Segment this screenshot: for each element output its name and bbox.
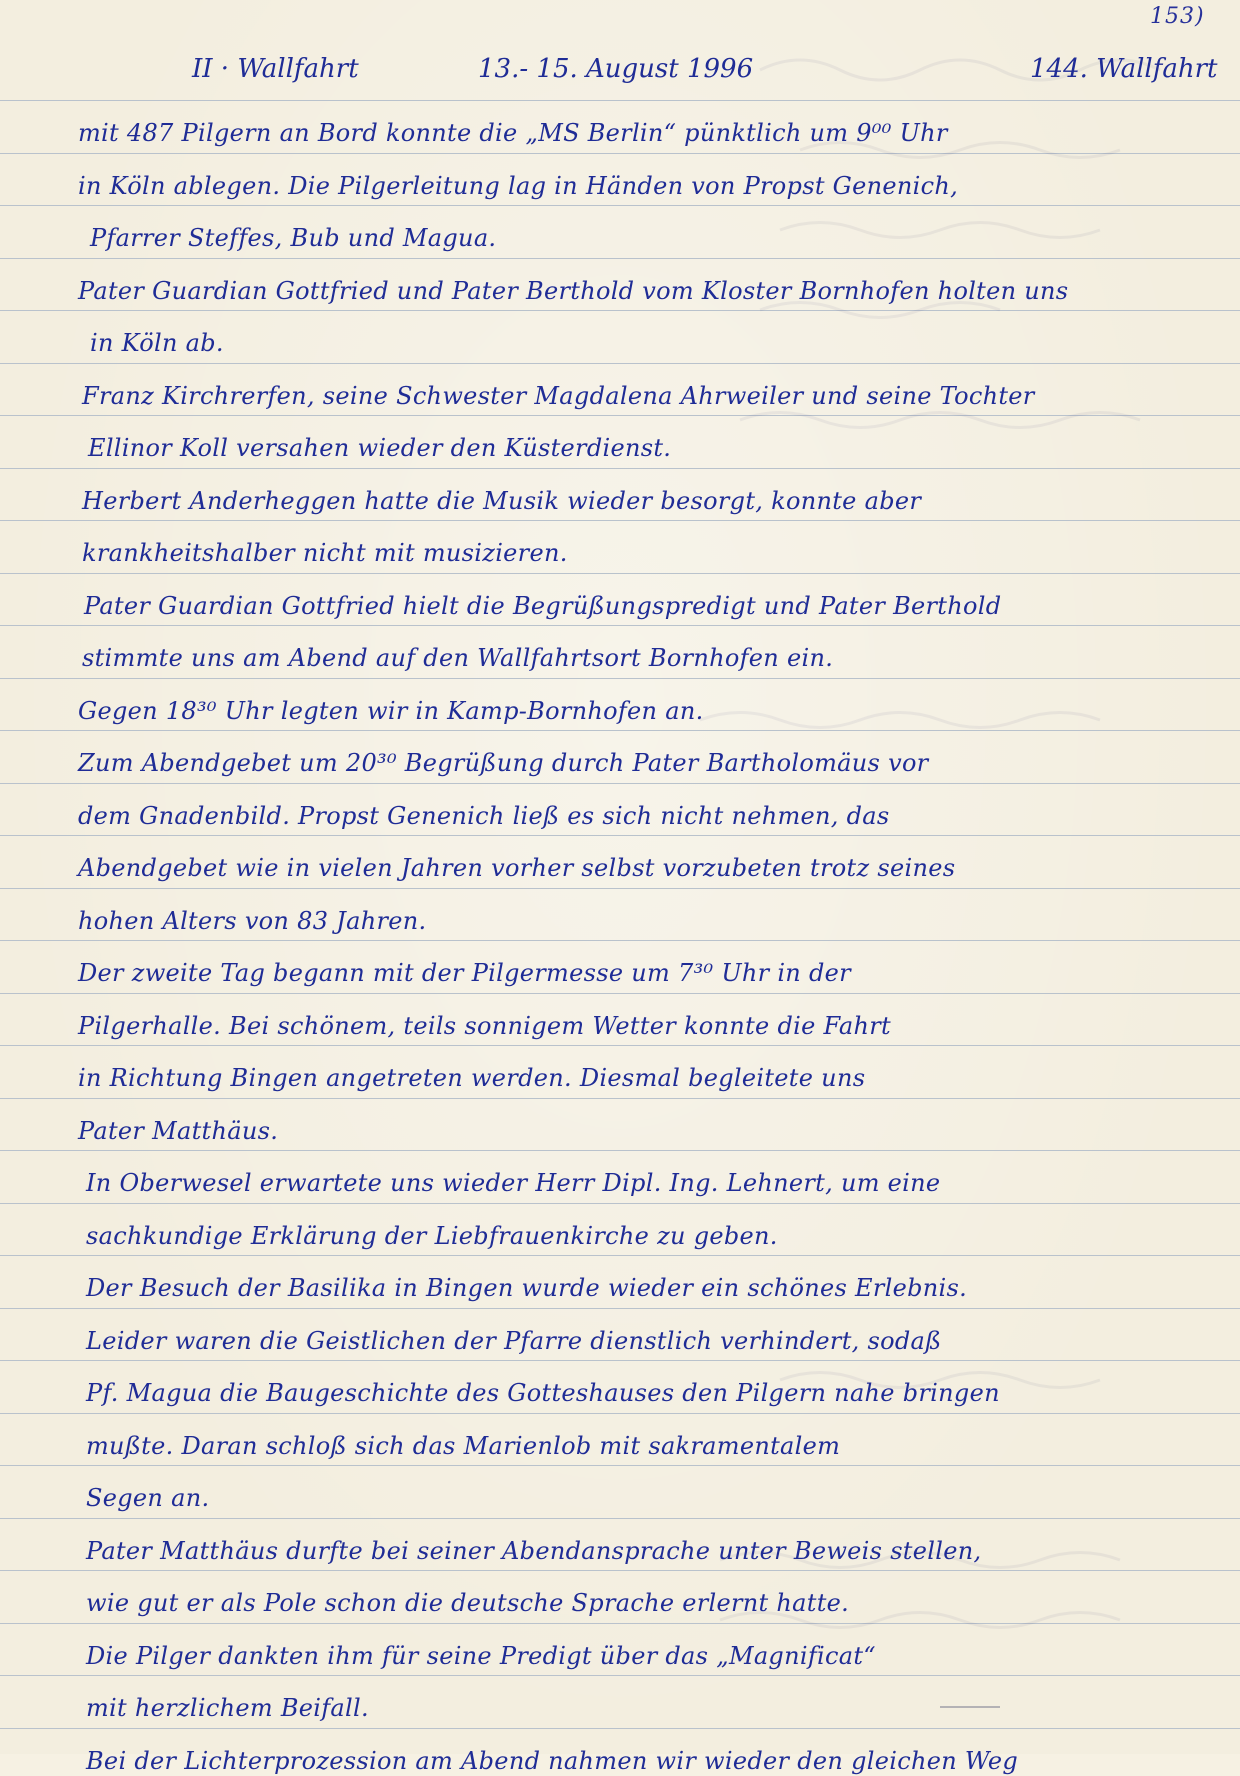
handwritten-line: Pater Matthäus. — [78, 1117, 279, 1145]
handwritten-line: Bei der Lichterprozession am Abend nahmen wir wieder den gleichen Weg — [86, 1747, 1019, 1775]
handwritten-line: in Köln ab. — [90, 329, 224, 357]
header-dates: 13.- 15. August 1996 — [478, 54, 754, 84]
handwritten-line: Segen an. — [86, 1484, 210, 1512]
handwritten-line: Gegen 18³⁰ Uhr legten wir in Kamp-Bornhofen an. — [78, 697, 704, 725]
handwritten-line: Pater Guardian Gottfried hielt die Begrüßungspredigt und Pater Berthold — [84, 592, 1002, 620]
handwritten-line: Pf. Magua die Baugeschichte des Gotteshauses den Pilgern nahe bringen — [86, 1379, 1000, 1407]
handwritten-line: in Richtung Bingen angetreten werden. Diesmal begleitete uns — [78, 1064, 866, 1092]
handwritten-line: Der zweite Tag begann mit der Pilgermesse um 7³⁰ Uhr in der — [78, 959, 851, 987]
handwritten-line: mit herzlichem Beifall. — [86, 1694, 369, 1722]
header-count: 144. Wallfahrt — [1030, 54, 1218, 84]
handwritten-line: mußte. Daran schloß sich das Marienlob mit sakramentalem — [86, 1432, 841, 1460]
handwritten-line: Pater Matthäus durfte bei seiner Abendansprache unter Beweis stellen, — [86, 1537, 982, 1565]
page-number: 153) — [1150, 4, 1205, 29]
handwritten-line: sachkundige Erklärung der Liebfrauenkirche zu geben. — [86, 1222, 778, 1250]
handwritten-line: hohen Alters von 83 Jahren. — [78, 907, 427, 935]
handwritten-line: Ellinor Koll versahen wieder den Küsterdienst. — [88, 434, 672, 462]
handwritten-line: Franz Kirchrerfen, seine Schwester Magdalena Ahrweiler und seine Tochter — [82, 382, 1035, 410]
handwritten-line: Zum Abendgebet um 20³⁰ Begrüßung durch Pater Bartholomäus vor — [78, 749, 929, 777]
header-part: II · Wallfahrt — [192, 54, 359, 84]
handwritten-line: Pfarrer Steffes, Bub und Magua. — [90, 224, 497, 252]
handwritten-line: wie gut er als Pole schon die deutsche Sprache erlernt hatte. — [86, 1589, 850, 1617]
handwritten-line: Der Besuch der Basilika in Bingen wurde wieder ein schönes Erlebnis. — [86, 1274, 968, 1302]
handwritten-line: krankheitshalber nicht mit musizieren. — [82, 539, 568, 567]
handwritten-line: Pilgerhalle. Bei schönem, teils sonnigem Wetter konnte die Fahrt — [78, 1012, 891, 1040]
handwritten-line: Die Pilger dankten ihm für seine Predigt über das „Magnificat“ — [86, 1642, 876, 1670]
handwritten-line: mit 487 Pilgern an Bord konnte die „MS Berlin“ pünktlich um 9⁰⁰ Uhr — [78, 119, 948, 147]
handwritten-line: in Köln ablegen. Die Pilgerleitung lag in Händen von Propst Genenich, — [78, 172, 959, 200]
handwritten-line: Herbert Anderheggen hatte die Musik wieder besorgt, konnte aber — [82, 487, 922, 515]
handwritten-line: Pater Guardian Gottfried und Pater Berthold vom Kloster Bornhofen holten uns — [78, 277, 1069, 305]
handwritten-line: Abendgebet wie in vielen Jahren vorher selbst vorzubeten trotz seines — [78, 854, 956, 882]
handwritten-line: In Oberwesel erwartete uns wieder Herr Dipl. Ing. Lehnert, um eine — [86, 1169, 941, 1197]
handwritten-line: stimmte uns am Abend auf den Wallfahrtsort Bornhofen ein. — [82, 644, 834, 672]
handwritten-line: Leider waren die Geistlichen der Pfarre dienstlich verhindert, sodaß — [86, 1327, 942, 1355]
handwritten-line: dem Gnadenbild. Propst Genenich ließ es sich nicht nehmen, das — [78, 802, 890, 830]
pen-stroke — [940, 1706, 1000, 1708]
